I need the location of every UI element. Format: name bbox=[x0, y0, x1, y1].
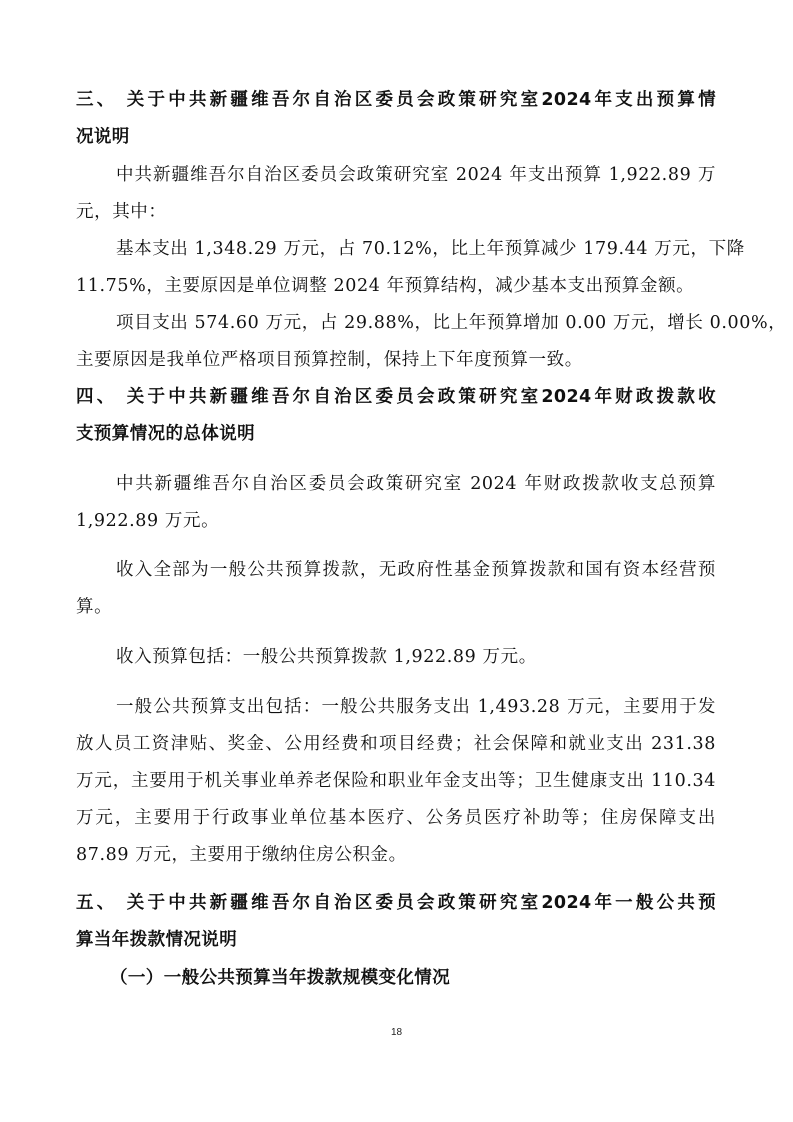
section-4-heading: 四、 关于中共新疆维吾尔自治区委员会政策研究室2024年财政拨款收 bbox=[76, 387, 716, 407]
paragraph-line: 万元，主要用于行政事业单位基本医疗、公务员医疗补助等；住房保障支出 bbox=[76, 808, 716, 828]
paragraph-line: 万元，主要用于机关事业单养老保险和职业年金支出等；卫生健康支出 110.34 bbox=[76, 771, 716, 791]
paragraph-line: 收入预算包括：一般公共预算拨款 1,922.89 万元。 bbox=[116, 647, 537, 667]
paragraph-line: 算。 bbox=[76, 597, 113, 617]
paragraph-line: 1,922.89 万元。 bbox=[76, 511, 220, 531]
paragraph-line: 放人员工资津贴、奖金、公用经费和项目经费；社会保障和就业支出 231.38 bbox=[76, 734, 716, 754]
paragraph-line: 基本支出 1,348.29 万元，占 70.12%，比上年预算减少 179.44 万元，下降 bbox=[116, 239, 745, 259]
paragraph-line: 元，其中： bbox=[76, 202, 167, 222]
paragraph-line: 主要原因是我单位严格项目预算控制，保持上下年度预算一致。 bbox=[76, 350, 583, 370]
paragraph-line: 项目支出 574.60 万元，占 29.88%，比上年预算增加 0.00 万元，增长 0.00%， bbox=[116, 313, 787, 333]
section-4-heading-cont: 支预算情况的总体说明 bbox=[76, 424, 255, 444]
section-3-heading-cont: 况说明 bbox=[76, 127, 130, 147]
section-3-heading: 三、 关于中共新疆维吾尔自治区委员会政策研究室2024年支出预算情 bbox=[76, 90, 716, 110]
subsection-heading: （一）一般公共预算当年拨款规模变化情况 bbox=[110, 968, 451, 988]
page-number: 18 bbox=[390, 1027, 403, 1038]
paragraph-line: 中共新疆维吾尔自治区委员会政策研究室 2024 年支出预算 1,922.89 万 bbox=[116, 165, 716, 185]
paragraph-line: 87.89 万元，主要用于缴纳住房公积金。 bbox=[76, 845, 407, 865]
section-5-heading-cont: 算当年拨款情况说明 bbox=[76, 930, 238, 950]
paragraph-line: 一般公共预算支出包括：一般公共服务支出 1,493.28 万元，主要用于发 bbox=[116, 697, 716, 717]
section-5-heading: 五、 关于中共新疆维吾尔自治区委员会政策研究室2024年一般公共预 bbox=[76, 893, 716, 913]
paragraph-line: 中共新疆维吾尔自治区委员会政策研究室 2024 年财政拨款收支总预算 bbox=[116, 474, 716, 494]
paragraph-line: 收入全部为一般公共预算拨款，无政府性基金预算拨款和国有资本经营预 bbox=[116, 560, 716, 580]
paragraph-line: 11.75%，主要原因是单位调整 2024 年预算结构，减少基本支出预算金额。 bbox=[76, 276, 695, 296]
